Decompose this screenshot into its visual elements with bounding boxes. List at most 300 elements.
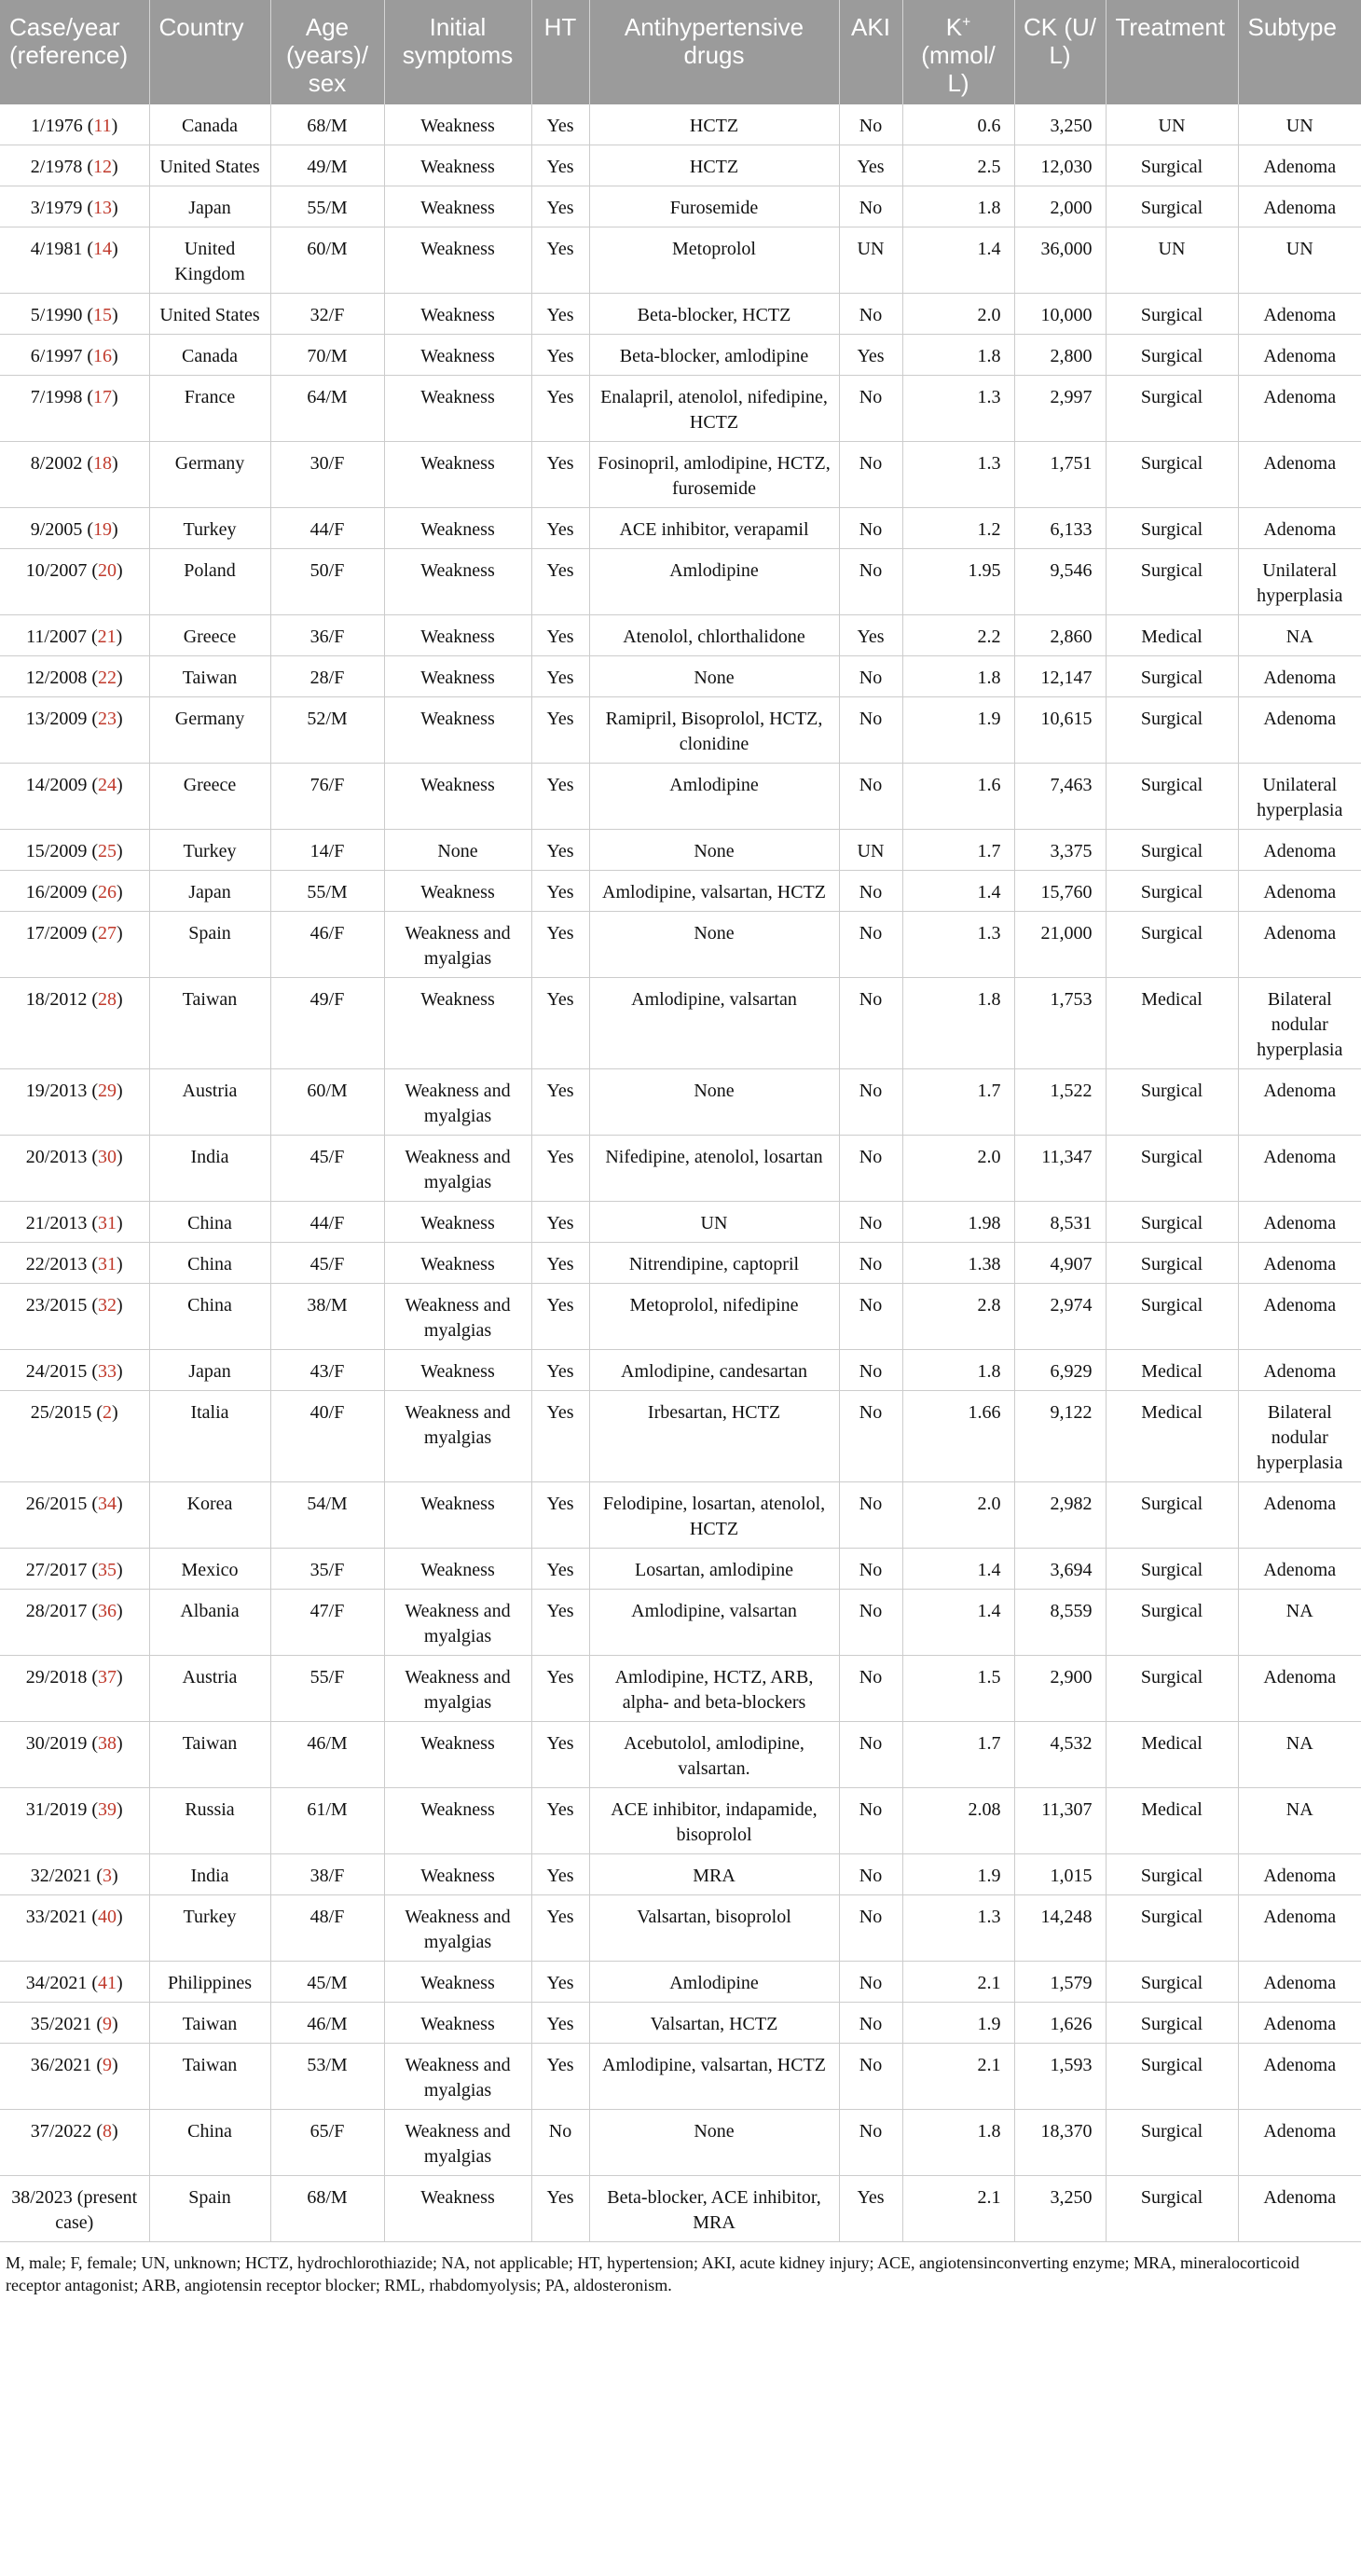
cell-case-year: 28/2017 (36) [0, 1590, 149, 1656]
cell-ck: 18,370 [1014, 2110, 1106, 2176]
cell-aki: Yes [839, 615, 902, 656]
cell-initial-symptoms: Weakness [384, 764, 531, 830]
cell-case-year: 7/1998 (17) [0, 376, 149, 442]
cell-ht: Yes [531, 227, 589, 294]
cell-antihypertensive-drugs: Irbesartan, HCTZ [589, 1391, 839, 1482]
cell-age-sex: 50/F [270, 549, 384, 615]
cell-age-sex: 64/M [270, 376, 384, 442]
cell-antihypertensive-drugs: None [589, 2110, 839, 2176]
cell-age-sex: 68/M [270, 104, 384, 145]
cell-country: United States [149, 145, 270, 186]
cell-subtype: Bilateral nodular hyperplasia [1238, 978, 1361, 1069]
cell-antihypertensive-drugs: Valsartan, HCTZ [589, 2003, 839, 2044]
reference-link[interactable]: 11 [93, 116, 112, 136]
table-row [0, 376, 1361, 442]
reference-link[interactable]: 38 [98, 1733, 117, 1754]
cell-age-sex: 65/F [270, 2110, 384, 2176]
cell-age-sex: 52/M [270, 697, 384, 764]
cell-ht: Yes [531, 1391, 589, 1482]
case-year-text: 14/2009 [25, 775, 88, 795]
cell-age-sex: 40/F [270, 1391, 384, 1482]
reference-link[interactable]: 17 [93, 387, 113, 407]
cell-age-sex: 46/M [270, 2003, 384, 2044]
cell-potassium: 1.4 [902, 1549, 1014, 1590]
cell-ht: Yes [531, 830, 589, 871]
cell-subtype: Adenoma [1238, 1962, 1361, 2003]
reference-link[interactable]: 41 [98, 1973, 117, 1993]
case-year-text: 30/2019 [25, 1733, 88, 1754]
cell-age-sex: 55/F [270, 1656, 384, 1722]
reference-link[interactable]: 2 [103, 1402, 113, 1423]
cell-ht: No [531, 2110, 589, 2176]
cell-initial-symptoms: Weakness [384, 186, 531, 227]
cell-subtype: Adenoma [1238, 186, 1361, 227]
case-year-text: 17/2009 [25, 923, 88, 944]
cell-case-year: 35/2021 (9) [0, 2003, 149, 2044]
cell-antihypertensive-drugs: Atenolol, chlorthalidone [589, 615, 839, 656]
cell-ck: 2,860 [1014, 615, 1106, 656]
cell-country: Greece [149, 764, 270, 830]
reference-link[interactable]: 22 [98, 668, 117, 688]
cell-antihypertensive-drugs: Felodipine, losartan, atenolol, HCTZ [589, 1482, 839, 1549]
cell-ck: 6,133 [1014, 508, 1106, 549]
cell-ck: 2,997 [1014, 376, 1106, 442]
cell-potassium: 1.2 [902, 508, 1014, 549]
cell-aki: No [839, 442, 902, 508]
table-header [0, 0, 1361, 104]
cell-country: Taiwan [149, 656, 270, 697]
cell-ht: Yes [531, 1136, 589, 1202]
cell-potassium: 1.4 [902, 227, 1014, 294]
cell-ck: 10,000 [1014, 294, 1106, 335]
cell-country: Albania [149, 1590, 270, 1656]
header-age-sex: Age (years)/ sex [270, 0, 384, 104]
cell-initial-symptoms: Weakness [384, 1549, 531, 1590]
cell-initial-symptoms: Weakness [384, 376, 531, 442]
reference-link[interactable]: 21 [97, 627, 117, 647]
cell-initial-symptoms: Weakness and myalgias [384, 1284, 531, 1350]
table-row [0, 508, 1361, 549]
cell-aki: No [839, 1895, 902, 1962]
cell-initial-symptoms: Weakness [384, 2003, 531, 2044]
table-row [0, 615, 1361, 656]
cell-ck: 1,593 [1014, 2044, 1106, 2110]
case-year-text: 26/2015 [25, 1494, 88, 1514]
cell-ck: 6,929 [1014, 1350, 1106, 1391]
cell-case-year: 14/2009 (24) [0, 764, 149, 830]
cell-antihypertensive-drugs: Nifedipine, atenolol, losartan [589, 1136, 839, 1202]
cell-antihypertensive-drugs: None [589, 656, 839, 697]
reference-link[interactable]: 19 [93, 519, 113, 540]
reference-link[interactable]: 35 [98, 1560, 117, 1580]
cell-ht: Yes [531, 549, 589, 615]
cell-case-year: 36/2021 (9) [0, 2044, 149, 2110]
cell-subtype: Adenoma [1238, 1136, 1361, 1202]
cell-aki: No [839, 376, 902, 442]
cell-potassium: 2.1 [902, 2176, 1014, 2242]
cell-country: China [149, 1202, 270, 1243]
case-year-text: 31/2019 [25, 1799, 88, 1820]
cell-antihypertensive-drugs: Beta-blocker, ACE inhibitor, MRA [589, 2176, 839, 2242]
cell-subtype: Adenoma [1238, 1069, 1361, 1136]
cell-case-year: 17/2009 (27) [0, 912, 149, 978]
cell-age-sex: 30/F [270, 442, 384, 508]
cell-country: France [149, 376, 270, 442]
reference-link[interactable]: 3 [103, 1866, 113, 1886]
cell-aki: No [839, 1656, 902, 1722]
reference-link[interactable]: 34 [98, 1494, 117, 1514]
header-aki: AKI [839, 0, 902, 104]
header-treatment: Treatment [1106, 0, 1238, 104]
cell-age-sex: 28/F [270, 656, 384, 697]
cell-age-sex: 44/F [270, 1202, 384, 1243]
cell-treatment: Medical [1106, 1722, 1238, 1788]
cell-aki: No [839, 2110, 902, 2176]
cell-case-year: 26/2015 (34) [0, 1482, 149, 1549]
reference-link[interactable]: 12 [93, 157, 113, 177]
cell-potassium: 2.1 [902, 1962, 1014, 2003]
reference-link[interactable]: 40 [98, 1907, 117, 1927]
cell-subtype: Adenoma [1238, 1202, 1361, 1243]
reference-link[interactable]: 20 [98, 560, 117, 581]
cell-subtype: NA [1238, 1788, 1361, 1854]
cell-treatment: Surgical [1106, 1590, 1238, 1656]
cell-case-year: 12/2008 (22) [0, 656, 149, 697]
cell-subtype: Adenoma [1238, 376, 1361, 442]
cell-subtype: NA [1238, 615, 1361, 656]
table-row [0, 1391, 1361, 1482]
case-year-text: 29/2018 [25, 1667, 88, 1687]
cell-subtype: Adenoma [1238, 1656, 1361, 1722]
cell-antihypertensive-drugs: Amlodipine [589, 764, 839, 830]
cell-aki: No [839, 1722, 902, 1788]
case-year-text: 5/1990 [30, 305, 83, 325]
header-country: Country [149, 0, 270, 104]
cell-treatment: Surgical [1106, 1243, 1238, 1284]
cell-antihypertensive-drugs: MRA [589, 1854, 839, 1895]
cell-country: China [149, 1284, 270, 1350]
cell-initial-symptoms: Weakness [384, 442, 531, 508]
cell-treatment: Surgical [1106, 1895, 1238, 1962]
cell-ht: Yes [531, 104, 589, 145]
cell-country: Spain [149, 912, 270, 978]
cell-subtype: UN [1238, 104, 1361, 145]
cell-country: China [149, 2110, 270, 2176]
cell-ck: 1,753 [1014, 978, 1106, 1069]
header-case-year: Case/year (reference) [0, 0, 149, 104]
cell-antihypertensive-drugs: Metoprolol [589, 227, 839, 294]
cell-antihypertensive-drugs: Amlodipine, valsartan, HCTZ [589, 871, 839, 912]
cell-initial-symptoms: Weakness [384, 145, 531, 186]
cell-case-year: 1/1976 (11) [0, 104, 149, 145]
cell-country: Russia [149, 1788, 270, 1854]
table-row [0, 1350, 1361, 1391]
cell-treatment: Surgical [1106, 1656, 1238, 1722]
case-year-text: 3/1979 [30, 198, 83, 218]
cell-age-sex: 35/F [270, 1549, 384, 1590]
cell-aki: No [839, 1391, 902, 1482]
cell-ck: 2,800 [1014, 335, 1106, 376]
cell-ht: Yes [531, 145, 589, 186]
cell-age-sex: 53/M [270, 2044, 384, 2110]
table-row [0, 656, 1361, 697]
cell-subtype: Adenoma [1238, 1243, 1361, 1284]
cell-ck: 9,546 [1014, 549, 1106, 615]
cell-potassium: 1.4 [902, 871, 1014, 912]
cell-initial-symptoms: Weakness [384, 697, 531, 764]
cell-treatment: Medical [1106, 1391, 1238, 1482]
case-year-text: 23/2015 [25, 1295, 88, 1316]
cell-age-sex: 55/M [270, 871, 384, 912]
cell-antihypertensive-drugs: ACE inhibitor, indapamide, bisoprolol [589, 1788, 839, 1854]
cell-aki: No [839, 1243, 902, 1284]
cell-potassium: 1.98 [902, 1202, 1014, 1243]
reference-link[interactable]: 33 [98, 1361, 117, 1382]
cell-ht: Yes [531, 912, 589, 978]
cell-initial-symptoms: Weakness [384, 1243, 531, 1284]
cell-aki: No [839, 2044, 902, 2110]
cell-age-sex: 48/F [270, 1895, 384, 1962]
cell-ht: Yes [531, 697, 589, 764]
cell-ck: 36,000 [1014, 227, 1106, 294]
reference-link[interactable]: 39 [98, 1799, 117, 1820]
table-row [0, 1482, 1361, 1549]
cell-case-year: 29/2018 (37) [0, 1656, 149, 1722]
reference-link[interactable]: 26 [98, 882, 117, 902]
header-subtype: Subtype [1238, 0, 1361, 104]
cell-treatment: Surgical [1106, 697, 1238, 764]
reference-link[interactable]: 8 [103, 2121, 113, 2142]
cell-case-year: 18/2012 (28) [0, 978, 149, 1069]
cell-aki: No [839, 186, 902, 227]
reference-link[interactable]: 37 [98, 1667, 117, 1687]
cell-antihypertensive-drugs: ACE inhibitor, verapamil [589, 508, 839, 549]
table-row [0, 978, 1361, 1069]
cell-country: Korea [149, 1482, 270, 1549]
reference-link[interactable]: 29 [98, 1081, 117, 1101]
reference-link[interactable]: 13 [93, 198, 113, 218]
reference-link[interactable]: 31 [98, 1254, 117, 1274]
cell-initial-symptoms: Weakness [384, 978, 531, 1069]
cell-age-sex: 43/F [270, 1350, 384, 1391]
table-row [0, 1962, 1361, 2003]
cell-treatment: Surgical [1106, 145, 1238, 186]
cell-aki: No [839, 549, 902, 615]
cell-country: India [149, 1854, 270, 1895]
reference-link[interactable]: 30 [98, 1147, 117, 1167]
cell-subtype: Adenoma [1238, 2110, 1361, 2176]
cell-treatment: Surgical [1106, 912, 1238, 978]
cell-ht: Yes [531, 1722, 589, 1788]
reference-link[interactable]: 28 [98, 989, 117, 1010]
cell-case-year: 23/2015 (32) [0, 1284, 149, 1350]
cell-ht: Yes [531, 2044, 589, 2110]
cell-aki: No [839, 1788, 902, 1854]
reference-link[interactable]: 25 [98, 841, 117, 861]
cell-subtype: Adenoma [1238, 697, 1361, 764]
cell-country: China [149, 1243, 270, 1284]
cell-ck: 3,694 [1014, 1549, 1106, 1590]
table-row [0, 1136, 1361, 1202]
cell-ht: Yes [531, 1590, 589, 1656]
cell-subtype: Adenoma [1238, 335, 1361, 376]
cell-aki: No [839, 697, 902, 764]
header-row [0, 0, 1361, 104]
cell-case-year: 4/1981 (14) [0, 227, 149, 294]
reference-link[interactable]: 31 [98, 1213, 117, 1233]
cell-initial-symptoms: Weakness [384, 1482, 531, 1549]
case-year-text: 13/2009 [25, 709, 88, 729]
cell-country: Italia [149, 1391, 270, 1482]
cell-country: Germany [149, 697, 270, 764]
cell-potassium: 0.6 [902, 104, 1014, 145]
cell-subtype: Adenoma [1238, 871, 1361, 912]
cell-country: Austria [149, 1656, 270, 1722]
case-year-text: 33/2021 [25, 1907, 88, 1927]
cell-ck: 4,532 [1014, 1722, 1106, 1788]
cell-aki: No [839, 2003, 902, 2044]
cell-potassium: 1.3 [902, 1895, 1014, 1962]
cell-aki: No [839, 1590, 902, 1656]
cell-ht: Yes [531, 1549, 589, 1590]
cell-antihypertensive-drugs: Losartan, amlodipine [589, 1549, 839, 1590]
cell-subtype: UN [1238, 227, 1361, 294]
cell-subtype: Adenoma [1238, 508, 1361, 549]
cell-subtype: Adenoma [1238, 912, 1361, 978]
reference-link[interactable]: 36 [98, 1601, 117, 1621]
cell-age-sex: 49/M [270, 145, 384, 186]
cell-ck: 15,760 [1014, 871, 1106, 912]
cell-ck: 1,579 [1014, 1962, 1106, 2003]
table-row [0, 1788, 1361, 1854]
cell-treatment: Surgical [1106, 294, 1238, 335]
reference-link[interactable]: 23 [98, 709, 117, 729]
cell-case-year: 9/2005 (19) [0, 508, 149, 549]
case-year-text: 1/1976 [31, 116, 83, 136]
case-year-text: 4/1981 [30, 239, 83, 259]
cell-aki: No [839, 294, 902, 335]
cell-treatment: Surgical [1106, 1549, 1238, 1590]
cell-antihypertensive-drugs: HCTZ [589, 104, 839, 145]
cell-ht: Yes [531, 1284, 589, 1350]
cell-initial-symptoms: Weakness [384, 104, 531, 145]
cell-initial-symptoms: Weakness and myalgias [384, 2044, 531, 2110]
cell-ht: Yes [531, 2003, 589, 2044]
cell-initial-symptoms: Weakness [384, 1722, 531, 1788]
cell-case-year: 31/2019 (39) [0, 1788, 149, 1854]
cell-potassium: 1.3 [902, 912, 1014, 978]
cell-initial-symptoms: Weakness and myalgias [384, 1895, 531, 1962]
cell-aki: Yes [839, 335, 902, 376]
cell-ht: Yes [531, 294, 589, 335]
reference-link[interactable]: 9 [103, 2014, 113, 2034]
reference-link[interactable]: 14 [93, 239, 113, 259]
cell-subtype: Bilateral nodular hyperplasia [1238, 1391, 1361, 1482]
cell-ht: Yes [531, 1482, 589, 1549]
table-row [0, 1854, 1361, 1895]
cell-age-sex: 60/M [270, 227, 384, 294]
cell-potassium: 2.0 [902, 1482, 1014, 1549]
case-year-text: 34/2021 [25, 1973, 88, 1993]
cell-subtype: Adenoma [1238, 1895, 1361, 1962]
table-row [0, 697, 1361, 764]
cell-case-year: 5/1990 (15) [0, 294, 149, 335]
cell-potassium: 2.08 [902, 1788, 1014, 1854]
cell-age-sex: 70/M [270, 335, 384, 376]
reference-link[interactable]: 15 [93, 305, 113, 325]
cell-country: Taiwan [149, 978, 270, 1069]
cell-initial-symptoms: Weakness [384, 615, 531, 656]
cell-ht: Yes [531, 186, 589, 227]
cell-ht: Yes [531, 978, 589, 1069]
cell-ht: Yes [531, 1656, 589, 1722]
cell-ck: 12,147 [1014, 656, 1106, 697]
cell-initial-symptoms: Weakness [384, 1962, 531, 2003]
table-row [0, 2003, 1361, 2044]
cell-ck: 14,248 [1014, 1895, 1106, 1962]
cell-ck: 11,307 [1014, 1788, 1106, 1854]
cell-initial-symptoms: Weakness [384, 508, 531, 549]
cell-case-year: 16/2009 (26) [0, 871, 149, 912]
cell-country: Japan [149, 1350, 270, 1391]
cell-subtype: Adenoma [1238, 2003, 1361, 2044]
case-year-text: 9/2005 [30, 519, 83, 540]
cell-antihypertensive-drugs: Acebutolol, amlodipine, valsartan. [589, 1722, 839, 1788]
reference-link[interactable]: 9 [103, 2055, 113, 2075]
cell-country: United Kingdom [149, 227, 270, 294]
cell-aki: No [839, 104, 902, 145]
cell-ck: 1,626 [1014, 2003, 1106, 2044]
cell-treatment: Surgical [1106, 186, 1238, 227]
reference-link[interactable]: 24 [98, 775, 117, 795]
table-row [0, 1243, 1361, 1284]
cell-country: Japan [149, 186, 270, 227]
cell-ck: 11,347 [1014, 1136, 1106, 1202]
cell-initial-symptoms: Weakness [384, 656, 531, 697]
cell-treatment: Surgical [1106, 2003, 1238, 2044]
cell-potassium: 1.3 [902, 376, 1014, 442]
reference-link[interactable]: 18 [93, 453, 113, 474]
cell-ck: 12,030 [1014, 145, 1106, 186]
cell-antihypertensive-drugs: Nitrendipine, captopril [589, 1243, 839, 1284]
table-row [0, 145, 1361, 186]
cell-aki: No [839, 1136, 902, 1202]
cell-ht: Yes [531, 1350, 589, 1391]
cell-potassium: 1.8 [902, 186, 1014, 227]
cell-treatment: Surgical [1106, 376, 1238, 442]
cell-age-sex: 45/M [270, 1962, 384, 2003]
cell-antihypertensive-drugs: Amlodipine, valsartan, HCTZ [589, 2044, 839, 2110]
table-row [0, 1549, 1361, 1590]
reference-link[interactable]: 16 [93, 346, 113, 366]
cell-country: Taiwan [149, 1722, 270, 1788]
cell-ck: 4,907 [1014, 1243, 1106, 1284]
cell-initial-symptoms: Weakness and myalgias [384, 1136, 531, 1202]
cell-case-year: 24/2015 (33) [0, 1350, 149, 1391]
cell-case-year: 2/1978 (12) [0, 145, 149, 186]
header-ck: CK (U/ L) [1014, 0, 1106, 104]
cell-potassium: 1.9 [902, 697, 1014, 764]
header-antihypertensive-drugs: Antihypertensive drugs [589, 0, 839, 104]
reference-link[interactable]: 32 [98, 1295, 117, 1316]
case-year-text: 12/2008 [25, 668, 88, 688]
cell-potassium: 1.8 [902, 2110, 1014, 2176]
cell-ht: Yes [531, 1788, 589, 1854]
case-year-text: 37/2022 [30, 2121, 92, 2142]
reference-link[interactable]: 27 [98, 923, 117, 944]
cell-country: Canada [149, 104, 270, 145]
cell-aki: No [839, 978, 902, 1069]
